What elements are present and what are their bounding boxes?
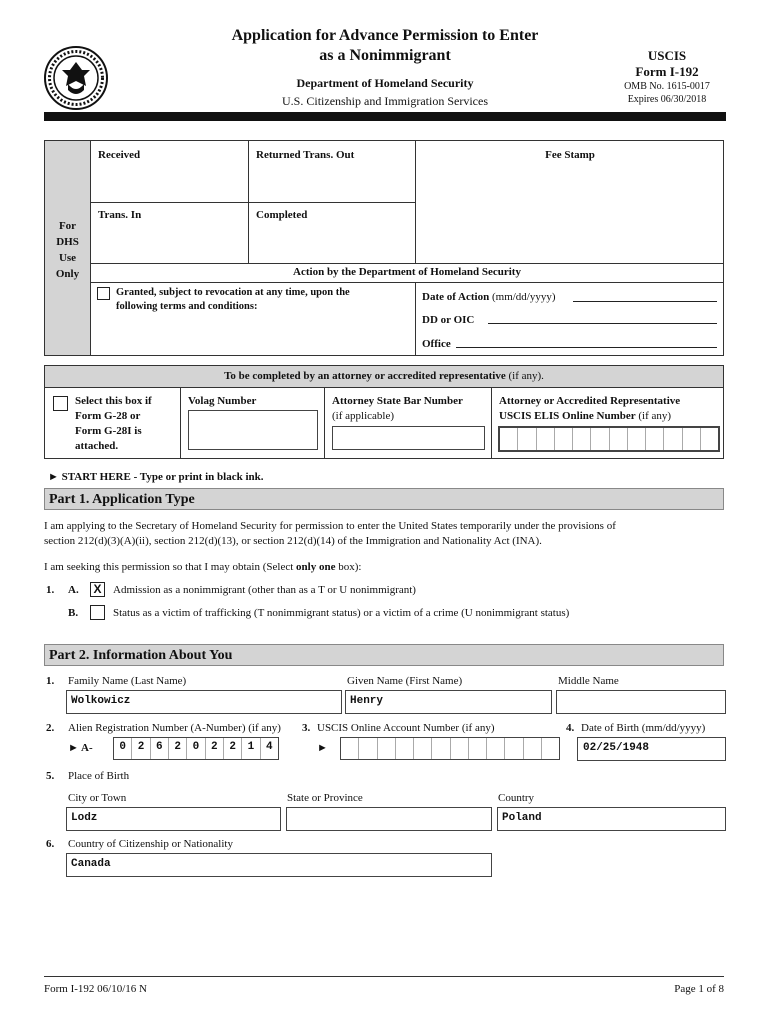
city-input[interactable] xyxy=(66,807,281,831)
place-of-birth-label: Place of Birth xyxy=(68,770,130,782)
citizenship-input[interactable] xyxy=(66,853,492,877)
online-account-arrow: ► xyxy=(317,742,328,754)
returned-label: Returned Trans. Out xyxy=(256,149,355,161)
option-b-text: Status as a victim of trafficking (T nonimmigrant status) or a victim of a crime (U nonimmigrant status) xyxy=(113,607,570,619)
dhs-seal-icon xyxy=(44,46,108,110)
dob-value: 02/25/1948 xyxy=(583,742,650,754)
form-id-block: USCIS Form I-192 OMB No. 1615-0017 Expires 06/30/2018 xyxy=(624,48,710,105)
family-name-value: Wolkowicz xyxy=(71,695,131,707)
item-3-number: 3. xyxy=(302,722,311,734)
middle-name-label: Middle Name xyxy=(558,675,619,687)
a-number-label: Alien Registration Number (A-Number) (if any) xyxy=(68,722,281,734)
option-a-letter: A. xyxy=(68,584,79,596)
action-heading: Action by the Department of Homeland Security xyxy=(293,266,521,278)
option-a-text: Admission as a nonimmigrant (other than as a T or U nonimmigrant) xyxy=(113,584,416,596)
item-6-number: 6. xyxy=(46,838,55,850)
dd-oic-label: DD or OIC xyxy=(422,314,475,326)
family-name-label: Family Name (Last Name) xyxy=(68,675,187,687)
g28-text: Select this box if Form G-28 or Form G-28I is attached. xyxy=(75,395,152,452)
option-a-checkbox[interactable]: X xyxy=(90,582,105,597)
header-rule xyxy=(44,112,726,121)
footer-page-number: Page 1 of 8 xyxy=(674,983,724,995)
fee-stamp-label: Fee Stamp xyxy=(545,149,595,161)
volag-label: Volag Number xyxy=(188,395,257,407)
granted-checkbox[interactable] xyxy=(97,287,110,300)
middle-name-input[interactable] xyxy=(556,690,726,714)
date-of-action-label: Date of Action (mm/dd/yyyy) xyxy=(422,291,556,303)
a-number-input[interactable]: 0 2 6 2 0 2 2 1 4 xyxy=(113,737,279,760)
item-2-number: 2. xyxy=(46,722,55,734)
a-number-prefix: ► A- xyxy=(68,742,93,754)
completed-label: Completed xyxy=(256,209,308,221)
citizenship-value: Canada xyxy=(71,858,111,870)
start-here-instruction: ► START HERE - Type or print in black ink. xyxy=(48,471,264,483)
volag-input[interactable] xyxy=(188,410,318,450)
city-label: City or Town xyxy=(68,792,127,804)
elis-number-input[interactable] xyxy=(498,426,720,452)
office-label: Office xyxy=(422,338,451,350)
option-b-checkbox[interactable] xyxy=(90,605,105,620)
g28-checkbox[interactable] xyxy=(53,396,68,411)
part1-heading: Part 1. Application Type xyxy=(44,488,724,510)
department-name: Department of Homeland Security xyxy=(296,76,474,90)
city-value: Lodz xyxy=(71,812,98,824)
state-input[interactable] xyxy=(286,807,492,831)
part1-intro: I am applying to the Secretary of Homeland Security for permission to enter the United States temporarily under the provisions of section 212(d)(3)(A)(ii), section 212(d)(13), or section 212(d)(14) of the Immigration and Nationality Act (INA). xyxy=(44,520,616,547)
part2-heading: Part 2. Information About You xyxy=(44,644,724,666)
dob-label: Date of Birth (mm/dd/yyyy) xyxy=(581,722,706,734)
bar-number-label: Attorney State Bar Number (if applicable) xyxy=(332,395,463,422)
item-1-number: 1. xyxy=(46,584,55,596)
given-name-value: Henry xyxy=(350,695,384,707)
footer-rule xyxy=(44,976,724,977)
item-4-number: 4. xyxy=(566,722,575,734)
country-value: Poland xyxy=(502,812,542,824)
granted-text: Granted, subject to revocation at any time, upon the following terms and conditions: xyxy=(116,287,350,312)
state-label: State or Province xyxy=(287,792,363,804)
online-account-input[interactable] xyxy=(340,737,560,760)
dob-input[interactable] xyxy=(577,737,726,761)
received-label: Received xyxy=(98,149,141,161)
online-account-label: USCIS Online Account Number (if any) xyxy=(317,722,495,734)
country-input[interactable] xyxy=(497,807,726,831)
agency-name: U.S. Citizenship and Immigration Services xyxy=(282,94,488,108)
dd-oic-line[interactable] xyxy=(488,323,717,324)
given-name-label: Given Name (First Name) xyxy=(347,675,463,687)
family-name-input[interactable] xyxy=(66,690,342,714)
option-b-letter: B. xyxy=(68,607,79,619)
citizenship-label: Country of Citizenship or Nationality xyxy=(68,838,233,850)
country-label: Country xyxy=(498,792,535,804)
attorney-heading: To be completed by an attorney or accredited representative (if any). xyxy=(224,370,544,382)
elis-number-label: Attorney or Accredited Representative USCIS ELIS Online Number (if any) xyxy=(499,395,681,422)
office-line[interactable] xyxy=(456,347,717,348)
dhs-side-label: For DHS Use Only xyxy=(55,220,80,280)
form-title: Application for Advance Permission to Enter as a Nonimmigrant xyxy=(231,27,539,64)
bar-number-input[interactable] xyxy=(332,426,485,450)
date-of-action-line[interactable] xyxy=(573,301,717,302)
given-name-input[interactable] xyxy=(345,690,552,714)
item-1-number-p2: 1. xyxy=(46,675,55,687)
trans-in-label: Trans. In xyxy=(98,209,142,221)
footer-form-edition: Form I-192 06/10/16 N xyxy=(44,983,147,995)
item-5-number: 5. xyxy=(46,770,55,782)
part1-seeking: I am seeking this permission so that I may obtain (Select only one box): xyxy=(44,561,362,573)
